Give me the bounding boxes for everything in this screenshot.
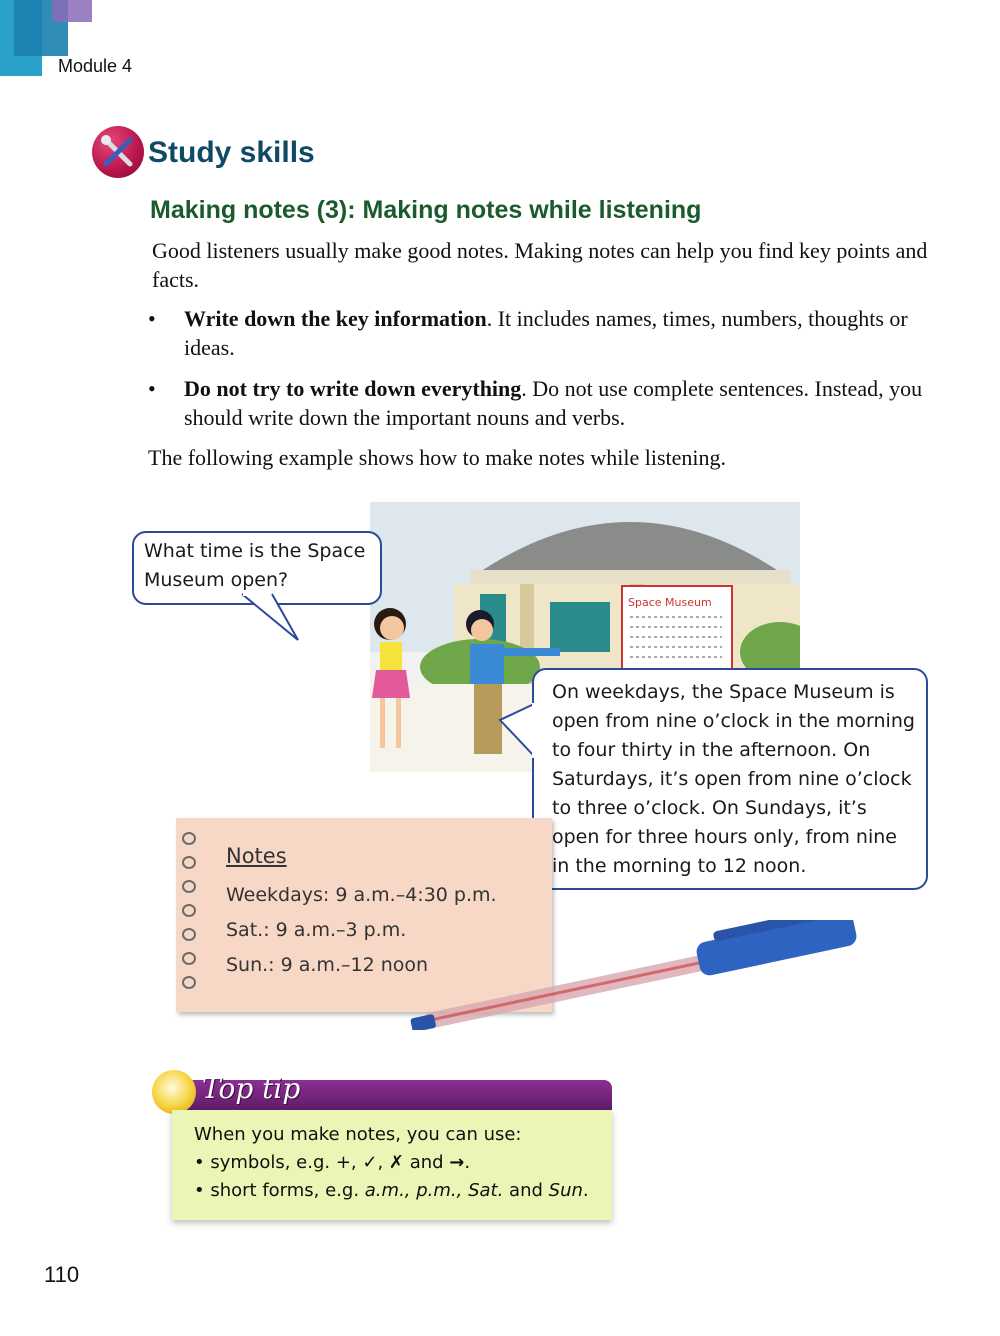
spiral-icon: [182, 832, 196, 845]
list-item: [146, 304, 936, 362]
module-label: Module 4: [58, 56, 133, 76]
bullet-text: . It includes names, times, numbers, thoughts or ideas.: [184, 306, 908, 360]
bullet-bold-text: Write down the key information: [184, 306, 487, 331]
tip-item-text: symbols, e.g. +, ✓, ✗ and: [210, 1152, 450, 1173]
bullet-icon: •: [194, 1152, 211, 1173]
bullet-list: [146, 304, 936, 444]
tip-item-text: and: [503, 1180, 549, 1201]
tip-item-italic: a.m., p.m., Sat.: [364, 1180, 504, 1201]
arrow-icon: →: [449, 1152, 465, 1173]
list-item: [194, 1152, 470, 1173]
notes-line: Sun.: 9 a.m.–12 noon: [226, 954, 429, 976]
spiral-icon: [182, 952, 196, 965]
girl-speech-bubble: What time is the Space Museum open?: [132, 531, 382, 605]
tip-item-text: short forms, e.g.: [210, 1180, 365, 1201]
top-tip-intro: When you make notes, you can use:: [194, 1124, 522, 1145]
spiral-icon: [182, 880, 196, 893]
top-tip-content: [172, 1110, 612, 1220]
bullet-icon: •: [194, 1180, 211, 1201]
bullet-icon: •: [148, 306, 156, 331]
intro-paragraph: Good listeners usually make good notes. Making notes can help you find key points and facts.: [152, 238, 928, 292]
tools-icon: [92, 126, 144, 178]
spiral-icon: [182, 928, 196, 941]
spiral-icon: [182, 856, 196, 869]
notes-title: Notes: [226, 844, 287, 868]
section-heading: Making notes (3): Making notes while listening: [150, 196, 702, 224]
spiral-icon: [182, 976, 196, 989]
page-number: 110: [44, 1262, 80, 1287]
list-item: [194, 1180, 589, 1201]
bullet-text: . Do not use complete sentences. Instead, you should write down the important nouns and verbs.: [184, 376, 923, 430]
top-tip-box: [152, 1068, 612, 1226]
notes-line: Weekdays: 9 a.m.–4:30 p.m.: [226, 884, 497, 906]
boy-speech-bubble: On weekdays, the Space Museum is open from nine o’clock in the morning to four thirty in the afternoon. On Saturdays, it’s open from nine o’clock to three o’clock. On Sundays, it’s open for three hours only, from nine in the morning to 12 noon.: [532, 668, 928, 890]
bullet-icon: •: [148, 376, 156, 401]
follow-paragraph: The following example shows how to make notes while listening.: [148, 445, 727, 470]
tip-item-italic: Sun: [548, 1180, 583, 1201]
spiral-icon: [182, 904, 196, 917]
pen-icon: [400, 920, 880, 1030]
tip-item-text: .: [582, 1180, 589, 1201]
top-tip-title: Top tip: [202, 1072, 301, 1105]
section-title: Study skills: [148, 136, 315, 169]
lightbulb-icon: [152, 1070, 196, 1114]
museum-sign: Space Museum: [628, 596, 712, 609]
girl-bubble-tail: [238, 592, 308, 652]
boy-bubble-tail: [496, 700, 546, 760]
bullet-bold-text: Do not try to write down everything: [184, 376, 522, 401]
tip-item-text: .: [464, 1152, 471, 1173]
list-item: [146, 374, 936, 432]
notes-line: Sat.: 9 a.m.–3 p.m.: [226, 919, 407, 941]
